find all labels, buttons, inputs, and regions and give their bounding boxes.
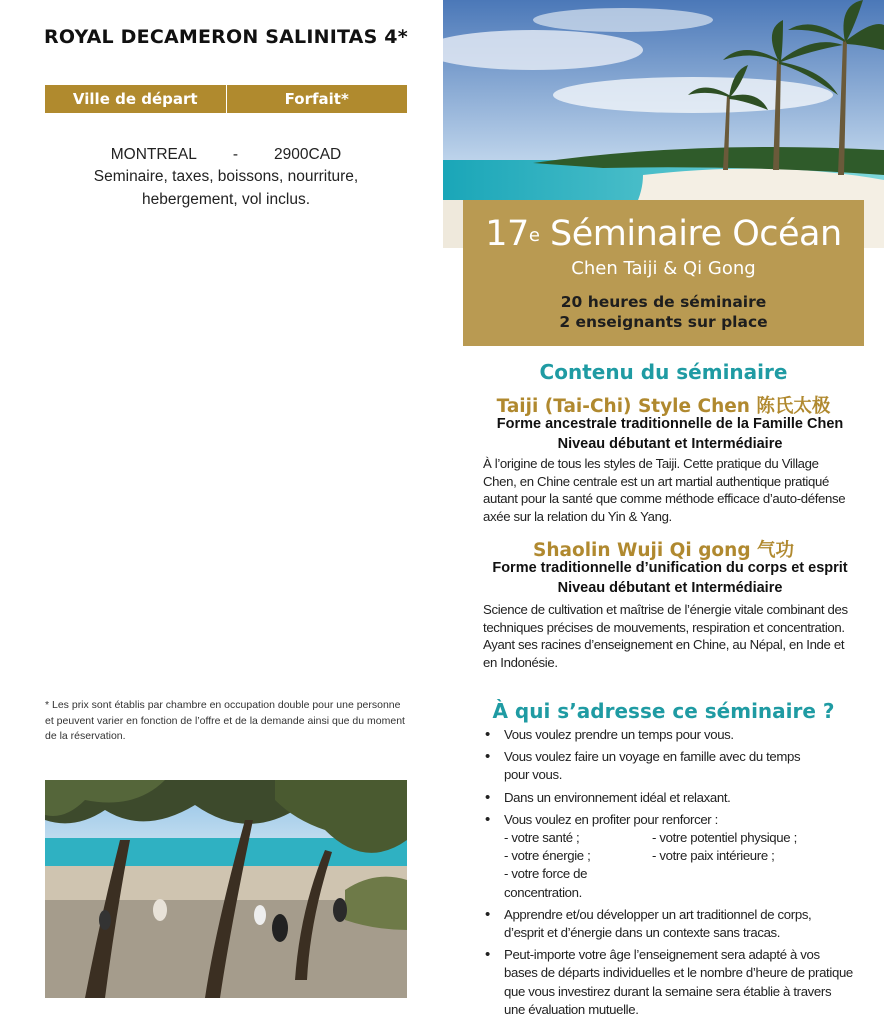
- content-heading: Contenu du séminaire: [539, 360, 788, 384]
- list-item: • Peut-importe votre âge l’enseignement sera adapté à vos bases de départs individuelles et le nombre d’heure de pratique que vous investirez durant la semaine sera établie à travers une évaluation mutuelle.: [483, 946, 854, 1019]
- header-package: Forfait*: [284, 90, 349, 108]
- price-footnote: * Les prix sont établis par chambre en occupation double pour une personne et peuvent varier en fonction de l’offre et de la demande ainsi que du moment de la réservation.: [45, 699, 405, 742]
- resort-title: ROYAL DECAMERON SALINITAS 4*: [44, 26, 408, 48]
- beach-group-photo: [45, 780, 407, 998]
- header-departure-city: Ville de départ: [45, 85, 227, 113]
- taiji-title: Taiji (Tai-Chi) Style Chen 陈氏太极: [496, 396, 831, 417]
- title-number: 17: [485, 214, 529, 254]
- package-price: 2900CAD: [274, 146, 342, 163]
- qigong-form-line: Forme traditionnelle d’unification du corps et esprit: [492, 560, 848, 576]
- benefit-item: - votre potentiel physique ;: [652, 830, 797, 846]
- price-table-header: [45, 85, 407, 113]
- taiji-form-line: Forme ancestrale traditionnelle de la Famille Chen: [496, 416, 844, 432]
- list-item: • Apprendre et/ou développer un art traditionnel de corps, d’esprit et d’énergie dans un contexte sans tracas.: [483, 906, 834, 942]
- seminar-title-box: [463, 200, 864, 346]
- departure-city: MONTREAL: [110, 146, 197, 163]
- qigong-level-line: Niveau débutant et Intermédiaire: [557, 580, 783, 596]
- title-superscript: e: [528, 225, 540, 246]
- benefit-item: - votre paix intérieure ;: [652, 848, 775, 864]
- qigong-title: Shaolin Wuji Qi gong 气功: [533, 540, 794, 561]
- benefits-grid: [504, 829, 873, 902]
- seminar-teachers: 2 enseignants sur place: [559, 313, 768, 331]
- audience-heading: À qui s’adresse ce séminaire ?: [492, 699, 835, 723]
- taiji-description: À l’origine de tous les styles de Taiji. Cette pratique du Village Chen, en Chine centrale est un art martial authentique pratiqué autant pour la santé que comme méthode efficace d’auto-défense axée sur la relation du Yin & Yang.: [483, 456, 846, 524]
- taiji-level-line: Niveau débutant et Intermédiaire: [557, 436, 783, 452]
- qigong-description: Science de cultivation et maîtrise de l’énergie vitale combinant des techniques précises de mouvements, respiration et concentration. Ayant ses racines d’enseignement en Chine, au Népal, en Inde et en Indonésie.: [483, 602, 848, 670]
- list-item-text: Vous voulez en profiter pour renforcer :: [504, 811, 718, 827]
- seminar-hours: 20 heures de séminaire: [560, 293, 767, 311]
- benefit-item: - votre force de concentration.: [504, 866, 588, 900]
- list-item: [483, 811, 873, 902]
- price-row: [45, 143, 407, 166]
- list-item: • Dans un environnement idéal et relaxant.: [483, 789, 873, 807]
- list-item: • Vous voulez prendre un temps pour vous.: [483, 726, 873, 744]
- benefit-item: - votre énergie ;: [504, 848, 591, 864]
- includes-note: Seminaire, taxes, boissons, nourriture, hebergement, vol inclus.: [93, 168, 359, 208]
- list-item: • Vous voulez faire un voyage en famille avec du temps pour vous.: [483, 748, 819, 784]
- seminar-title: [463, 214, 864, 254]
- title-text: Séminaire Océan: [539, 214, 842, 254]
- audience-list: [483, 726, 873, 1023]
- price-separator: -: [232, 146, 239, 163]
- seminar-subtitle: Chen Taiji & Qi Gong: [571, 258, 756, 279]
- benefit-item: - votre santé ;: [504, 830, 580, 846]
